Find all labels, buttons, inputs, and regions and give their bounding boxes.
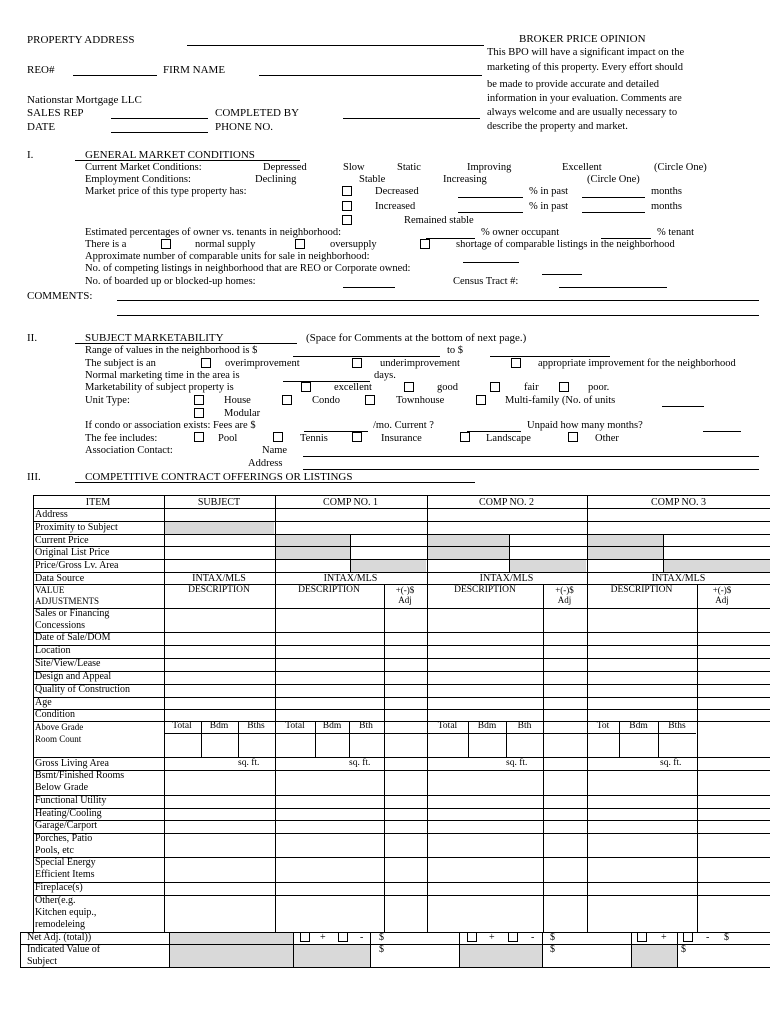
underimprovement-checkbox[interactable] xyxy=(352,358,362,368)
net-plus-checkbox-comp-2[interactable] xyxy=(467,932,477,942)
association-contact-label: Association Contact: xyxy=(85,445,173,456)
excellent-checkbox[interactable] xyxy=(301,382,311,392)
table-rule xyxy=(20,932,21,967)
sqft-subject: sq. ft. xyxy=(238,758,260,768)
room-bdm: Bdm xyxy=(477,721,497,731)
row-label-design: Design and Appeal xyxy=(35,671,112,682)
market-price-label: Market price of this type property has: xyxy=(85,186,247,197)
landscape-label: Landscape xyxy=(486,433,531,444)
row-label-garage: Garage/Carport xyxy=(35,820,98,831)
marketability-label: Marketability of subject property is xyxy=(85,382,234,393)
header-comp-1: COMP NO. 1 xyxy=(323,497,378,508)
current-market-label: Current Market Conditions: xyxy=(85,162,202,173)
table-rule xyxy=(33,608,770,609)
oversupply-label: oversupply xyxy=(330,239,377,250)
underimprovement-label: underimprovement xyxy=(380,358,460,369)
row-label-proximity: Proximity to Subject xyxy=(35,522,118,533)
excellent-label: excellent xyxy=(334,382,372,393)
remained-stable-label: Remained stable xyxy=(404,215,474,226)
days-label: days. xyxy=(374,370,396,381)
table-rule xyxy=(275,495,276,932)
comments-label: COMMENTS: xyxy=(27,290,93,302)
table-rule xyxy=(697,584,698,932)
table-rule xyxy=(33,833,770,834)
per-month-label: /mo. Current ? xyxy=(373,420,434,431)
sales-rep-label: SALES REP xyxy=(27,107,84,119)
gray-cell xyxy=(509,559,586,572)
good-label: good xyxy=(437,382,458,393)
poor-checkbox[interactable] xyxy=(559,382,569,392)
row-label-above-grade: Above Grade Room Count xyxy=(35,722,84,744)
census-tract-label: Census Tract #: xyxy=(453,276,519,287)
there-is-label: There is a xyxy=(85,239,127,250)
comments-line[interactable] xyxy=(117,315,759,316)
plus-label: + xyxy=(320,932,326,943)
indicated-dollar-comp-2: $ xyxy=(550,944,555,955)
multi-family-checkbox[interactable] xyxy=(476,395,486,405)
company-name: Nationstar Mortgage LLC xyxy=(27,94,142,106)
employment-label: Employment Conditions: xyxy=(85,174,191,185)
data-source-subject: INTAX/MLS xyxy=(192,573,246,584)
table-rule xyxy=(33,645,770,646)
subject-is-label: The subject is an xyxy=(85,358,156,369)
adj-comp-2: +(-)$ Adj xyxy=(555,585,574,605)
current-field[interactable] xyxy=(467,431,521,432)
shortage-checkbox[interactable] xyxy=(420,239,430,249)
table-rule xyxy=(370,932,371,967)
row-label-age: Age xyxy=(35,697,52,708)
minus-label: - xyxy=(531,932,535,943)
row-label-date-of-sale: Date of Sale/DOM xyxy=(35,632,111,643)
option-declining[interactable]: Declining xyxy=(255,174,297,185)
bpo-title: BROKER PRICE OPINION xyxy=(519,33,646,45)
net-minus-checkbox-comp-2[interactable] xyxy=(508,932,518,942)
condo-fees-label: If condo or association exists: Fees are $ xyxy=(85,420,256,431)
contact-address-label: Address xyxy=(248,458,283,469)
gray-cell xyxy=(350,559,426,572)
sales-rep-field[interactable] xyxy=(111,118,208,119)
bpo-text-line: marketing of this property. Every effort should xyxy=(487,62,683,73)
completed-by-field[interactable] xyxy=(343,118,480,119)
table-rule xyxy=(33,895,770,896)
row-label-gross-living: Gross Living Area xyxy=(35,758,109,769)
row-label-quality: Quality of Construction xyxy=(35,684,130,695)
bpo-text-line: always welcome and are usually necessary to xyxy=(487,107,678,118)
net-minus-checkbox-comp-3[interactable] xyxy=(683,932,693,942)
unit-type-label: Unit Type: xyxy=(85,395,130,406)
census-tract-field[interactable] xyxy=(559,287,667,288)
tenant-label: % tenant xyxy=(657,227,695,238)
table-rule xyxy=(164,495,165,932)
table-rule xyxy=(20,967,770,968)
table-rule xyxy=(33,684,770,685)
adj-comp-3: +(-)$ Adj xyxy=(712,585,732,605)
overimprovement-label: overimprovement xyxy=(225,358,300,369)
gray-cell xyxy=(164,521,274,534)
other-checkbox[interactable] xyxy=(568,432,578,442)
room-bths: Bths xyxy=(668,721,686,731)
gray-cell xyxy=(293,944,370,967)
table-rule xyxy=(33,632,770,633)
net-minus-checkbox-comp-1[interactable] xyxy=(338,932,348,942)
minus-label: - xyxy=(360,932,364,943)
property-address-field[interactable] xyxy=(187,45,484,46)
table-rule xyxy=(663,534,664,572)
overimprovement-checkbox[interactable] xyxy=(201,358,211,368)
section-3-title: COMPETITIVE CONTRACT OFFERINGS OR LISTINGS xyxy=(85,471,353,483)
room-bdm: Bdm xyxy=(322,721,342,731)
months-label: months xyxy=(651,201,682,212)
row-label-data-source: Data Source xyxy=(35,573,85,584)
circle-one-note: (Circle One) xyxy=(587,174,640,185)
gray-cell xyxy=(663,559,770,572)
table-rule xyxy=(543,584,544,932)
section-1-title-underline xyxy=(75,160,300,161)
increased-months-field[interactable] xyxy=(582,212,645,213)
table-rule xyxy=(33,658,770,659)
bpo-text-line: This BPO will have a significant impact on the xyxy=(487,47,685,58)
remained-stable-checkbox[interactable] xyxy=(342,215,352,225)
unpaid-months-label: Unpaid how many months? xyxy=(527,420,643,431)
section-1-title: GENERAL MARKET CONDITIONS xyxy=(85,149,255,161)
option-slow[interactable]: Slow xyxy=(343,162,365,173)
table-rule xyxy=(677,932,678,967)
row-label-bsmt: Bsmt/Finished Rooms Below Grade xyxy=(35,770,125,793)
property-address-label: PROPERTY ADDRESS xyxy=(27,34,135,46)
bpo-text-line: information in your evaluation. Comments are xyxy=(487,93,682,104)
table-rule xyxy=(33,857,770,858)
fair-checkbox[interactable] xyxy=(490,382,500,392)
table-rule xyxy=(33,559,770,560)
row-label-location: Location xyxy=(35,645,71,656)
net-dollar-comp-3: $ xyxy=(724,932,729,943)
decreased-pct-field[interactable] xyxy=(458,197,523,198)
pool-checkbox[interactable] xyxy=(194,432,204,442)
option-excellent[interactable]: Excellent xyxy=(562,162,602,173)
minus-label: - xyxy=(706,932,710,943)
firm-name-field[interactable] xyxy=(259,75,482,76)
section-2-title-underline xyxy=(75,343,297,344)
row-label-value-adjustments: VALUE ADJUSTMENTS xyxy=(35,585,100,606)
sqft-comp-2: sq. ft. xyxy=(506,758,528,768)
header-comp-2: COMP NO. 2 xyxy=(479,497,534,508)
house-label: House xyxy=(224,395,251,406)
table-rule xyxy=(20,932,770,933)
months-label: months xyxy=(651,186,682,197)
room-total: Total xyxy=(172,721,192,731)
range-low-field[interactable] xyxy=(293,356,440,357)
net-dollar-comp-2: $ xyxy=(550,932,555,943)
competing-listings-field[interactable] xyxy=(542,274,582,275)
room-total: Total xyxy=(437,721,458,731)
increased-pct-field[interactable] xyxy=(458,212,523,213)
table-rule xyxy=(542,932,543,967)
insurance-label: Insurance xyxy=(381,433,422,444)
good-checkbox[interactable] xyxy=(404,382,414,392)
data-source-comp-2: INTAX/MLS xyxy=(479,573,534,584)
table-rule xyxy=(33,508,770,509)
table-rule xyxy=(293,932,294,967)
table-rule xyxy=(33,697,770,698)
row-label-price-gla: Price/Gross Lv. Area xyxy=(35,560,119,571)
reo-label: REO# xyxy=(27,64,55,76)
table-rule xyxy=(33,495,770,496)
condo-label: Condo xyxy=(312,395,341,406)
shortage-label: shortage of comparable listings in the neighborhood xyxy=(456,239,675,250)
completed-by-label: COMPLETED BY xyxy=(215,107,300,119)
option-stable[interactable]: Stable xyxy=(359,174,386,185)
contact-address-field[interactable] xyxy=(303,469,759,470)
approx-units-field[interactable] xyxy=(463,262,519,263)
appropriate-label: appropriate improvement for the neighborhood xyxy=(538,358,736,369)
table-rule xyxy=(587,495,588,932)
date-field[interactable] xyxy=(111,132,208,133)
multi-family-units-field[interactable] xyxy=(662,406,704,407)
contact-name-field[interactable] xyxy=(303,456,759,457)
space-note: (Space for Comments at the bottom of next page.) xyxy=(306,332,527,344)
decreased-label: Decreased xyxy=(375,186,419,197)
appropriate-checkbox[interactable] xyxy=(511,358,521,368)
table-rule xyxy=(427,495,428,932)
section-2-title: SUBJECT MARKETABILITY xyxy=(85,332,224,344)
table-rule xyxy=(20,944,770,945)
table-rule xyxy=(33,534,770,535)
range-label: Range of values in the neighborhood is $ xyxy=(85,345,258,356)
pct-past-label: % in past xyxy=(529,186,569,197)
row-label-functional: Functional Utility xyxy=(35,795,107,806)
room-bths: Bths xyxy=(247,721,265,731)
owner-occupant-label: % owner occupant xyxy=(481,227,560,238)
circle-one-note: (Circle One) xyxy=(654,162,707,173)
decreased-months-field[interactable] xyxy=(582,197,645,198)
table-rule xyxy=(33,495,34,932)
bpo-text-line: be made to provide accurate and detailed xyxy=(487,79,659,90)
condo-checkbox[interactable] xyxy=(282,395,292,405)
table-rule xyxy=(631,932,632,967)
net-dollar-comp-1: $ xyxy=(379,932,384,943)
header-item: ITEM xyxy=(85,497,111,508)
normal-supply-label: normal supply xyxy=(195,239,256,250)
oversupply-checkbox[interactable] xyxy=(295,239,305,249)
townhouse-checkbox[interactable] xyxy=(365,395,375,405)
room-total: Total xyxy=(285,721,305,731)
row-label-heating: Heating/Cooling xyxy=(35,808,102,819)
landscape-checkbox[interactable] xyxy=(460,432,470,442)
sqft-comp-3: sq. ft. xyxy=(660,758,682,768)
table-rule xyxy=(33,709,770,710)
tennis-checkbox[interactable] xyxy=(273,432,283,442)
increased-checkbox[interactable] xyxy=(342,201,352,211)
table-rule xyxy=(33,795,770,796)
indicated-dollar-comp-3: $ xyxy=(681,944,686,955)
gray-cell xyxy=(169,932,293,967)
sqft-comp-1: sq. ft. xyxy=(349,758,371,768)
option-static[interactable]: Static xyxy=(397,162,421,173)
decreased-checkbox[interactable] xyxy=(342,186,352,196)
modular-checkbox[interactable] xyxy=(194,408,204,418)
row-label-current-price: Current Price xyxy=(35,535,89,546)
room-tot: Tot xyxy=(596,721,610,731)
adj-comp-1: +(-)$ Adj xyxy=(395,585,415,605)
approx-units-label: Approximate number of comparable units for sale in neighborhood: xyxy=(85,251,370,262)
row-label-sales-financing: Sales or Financing Concessions xyxy=(35,608,110,631)
option-increasing[interactable]: Increasing xyxy=(443,174,487,185)
reo-field[interactable] xyxy=(73,75,157,76)
section-2-number: II. xyxy=(27,332,38,344)
competing-listings-label: No. of competing listings in neighborhood that are REO or Corporate owned: xyxy=(85,263,411,274)
room-bth: Bth xyxy=(359,721,373,731)
est-pct-label: Estimated percentages of owner vs. tenants in neighborhood: xyxy=(85,227,342,238)
table-rule xyxy=(350,534,351,572)
firm-name-label: FIRM NAME xyxy=(163,64,226,76)
normal-marketing-label: Normal marketing time in the area is xyxy=(85,370,240,381)
insurance-checkbox[interactable] xyxy=(352,432,362,442)
comments-line[interactable] xyxy=(117,300,759,301)
table-rule xyxy=(33,770,770,771)
multi-family-label: Multi-family (No. of units xyxy=(505,395,616,406)
phone-label: PHONE NO. xyxy=(215,121,274,133)
desc-comp-1: DESCRIPTION xyxy=(298,585,360,595)
data-source-comp-1: INTAX/MLS xyxy=(323,573,378,584)
row-label-original-list: Original List Price xyxy=(35,547,110,558)
net-plus-checkbox-comp-3[interactable] xyxy=(637,932,647,942)
row-label-net-adj: Net Adj. (total)) xyxy=(27,932,92,943)
header-comp-3: COMP NO. 3 xyxy=(651,497,706,508)
gray-cell xyxy=(459,944,542,967)
row-label-address: Address xyxy=(35,509,68,520)
indicated-dollar-comp-1: $ xyxy=(379,944,384,955)
row-label-site-view: Site/View/Lease xyxy=(35,658,101,669)
option-improving[interactable]: Improving xyxy=(467,162,512,173)
row-label-indicated-value: Indicated Value of Subject xyxy=(27,944,101,967)
pool-label: Pool xyxy=(218,433,238,444)
boarded-homes-field[interactable] xyxy=(343,287,395,288)
normal-supply-checkbox[interactable] xyxy=(161,239,171,249)
header-subject: SUBJECT xyxy=(197,497,241,508)
fair-label: fair xyxy=(524,382,539,393)
section-3-number: III. xyxy=(27,471,41,483)
plus-label: + xyxy=(489,932,495,943)
table-rule xyxy=(33,546,770,547)
room-bdm: Bdm xyxy=(209,721,229,731)
plus-label: + xyxy=(661,932,667,943)
date-label: DATE xyxy=(27,121,56,133)
table-rule xyxy=(33,521,770,522)
desc-comp-2: DESCRIPTION xyxy=(454,585,516,595)
house-checkbox[interactable] xyxy=(194,395,204,405)
table-rule xyxy=(459,932,460,967)
room-bdm: Bdm xyxy=(629,721,648,731)
row-label-fireplace: Fireplace(s) xyxy=(35,882,83,893)
other-label: Other xyxy=(595,433,619,444)
townhouse-label: Townhouse xyxy=(396,395,445,406)
pct-past-label: % in past xyxy=(529,201,569,212)
range-to-label: to $ xyxy=(447,345,464,356)
row-label-porches: Porches, Patio Pools, etc xyxy=(35,833,93,856)
row-label-condition: Condition xyxy=(35,709,76,720)
table-rule xyxy=(33,882,770,883)
section-1-number: I. xyxy=(27,149,34,161)
table-rule xyxy=(169,932,170,967)
option-depressed[interactable]: Depressed xyxy=(263,162,307,173)
gray-cell xyxy=(631,944,677,967)
boarded-homes-label: No. of boarded up or blocked-up homes: xyxy=(85,276,256,287)
contact-name-label: Name xyxy=(262,445,288,456)
unpaid-months-field[interactable] xyxy=(703,431,741,432)
table-rule xyxy=(509,534,510,572)
modular-label: Modular xyxy=(224,408,261,419)
table-rule xyxy=(384,584,385,932)
table-rule xyxy=(33,808,770,809)
room-bth: Bth xyxy=(517,721,532,731)
data-source-comp-3: INTAX/MLS xyxy=(651,573,706,584)
table-rule xyxy=(33,671,770,672)
table-rule xyxy=(164,733,696,734)
range-high-field[interactable] xyxy=(490,356,610,357)
increased-label: Increased xyxy=(375,201,416,212)
desc-subject: DESCRIPTION xyxy=(188,585,250,595)
row-label-other: Other(e.g. Kitchen equip., remodeleing xyxy=(35,895,97,930)
poor-label: poor. xyxy=(588,382,610,393)
net-plus-checkbox-comp-1[interactable] xyxy=(300,932,310,942)
desc-comp-3: DESCRIPTION xyxy=(610,585,673,595)
bpo-text-line: describe the property and market. xyxy=(487,121,628,132)
table-rule xyxy=(33,820,770,821)
section-3-title-underline xyxy=(75,482,475,483)
fee-includes-label: The fee includes: xyxy=(85,433,158,444)
tennis-label: Tennis xyxy=(300,433,328,444)
row-label-energy: Special Energy Efficient Items xyxy=(35,857,96,880)
